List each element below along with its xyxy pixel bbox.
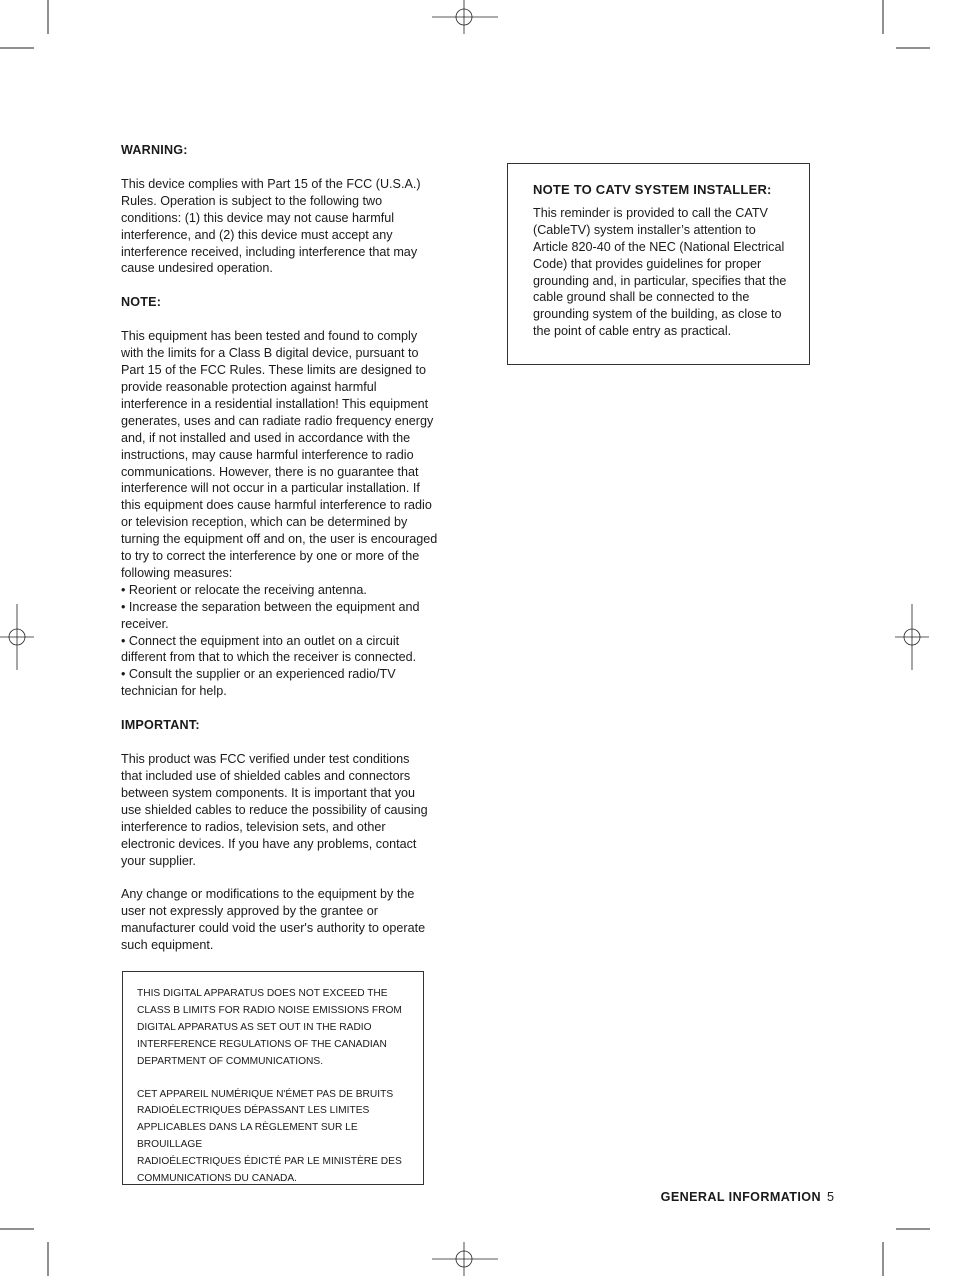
registration-mark-top [432,0,498,34]
measure-item: • Connect the equipment into an outlet on a circuit different from that to which the receiver is connected. [121,633,417,665]
page-number: 5 [826,1190,834,1204]
important-text: This product was FCC verified under test conditions that included use of shielded cables and connectors between system components. It is important that you use shielded cables to reduce the possibility of causing interference to radios, television sets, and other electronic devices. If you have any problems, contact your supplier. [121,752,428,868]
important-heading: IMPORTANT: [121,718,200,733]
registration-mark-left [0,604,34,670]
measure-item: • Consult the supplier or an experienced radio/TV technician for help. [121,667,396,699]
canada-french-notice: CET APPAREIL NUMÉRIQUE N'ÉMET PAS DE BRUITS RADIOÉLECTRIQUES DÉPASSANT LES LIMITES APPLICABLES DANS LA RÈGLEMENT SUR LE BROUILLAGE RADIOÉLECTRIQUES ÉDICTÉ PAR LE MINISTÈRE DES COMMUNICATIONS DU CANADA. [137,1088,402,1185]
warning-heading: WARNING: [121,143,188,157]
catv-note-title: NOTE TO CATV SYSTEM INSTALLER: [533,182,772,197]
fcc-column [121,142,461,971]
note-text: This equipment has been tested and found to comply with the limits for a Class B digital device, pursuant to Part 15 of the FCC Rules. These limits are designed to provide reasonable protection against harmful interference in a residential installation! This equipment generates, uses and can radiate radio frequency energy and, if not installed and used in accordance with the instructions, may cause harmful interference to radio communications. However, there is no guarantee that interference will not occur in a particular installation. If this equipment does cause harmful interference to radio or television reception, which can be determined by turning the equipment off and on, the user is encouraged to try to correct the interference by one or more of the following measures: [121,329,438,580]
registration-mark-bottom [432,1242,498,1276]
page-footer [661,1190,834,1204]
note-heading: NOTE: [121,295,162,310]
registration-mark-right [895,604,929,670]
canada-compliance-box [122,971,424,1185]
measure-item: • Increase the separation between the equipment and receiver. [121,599,420,631]
catv-note-box [507,163,810,365]
modifications-text: Any change or modifications to the equipment by the user not expressly approved by the grantee or manufacturer could void the user's authority to operate such equipment. [121,887,426,953]
section-title: GENERAL INFORMATION [660,1190,821,1204]
warning-text: This device complies with Part 15 of the FCC (U.S.A.) Rules. Operation is subject to the following two conditions: (1) this device may not cause harmful interference, and (2) this device must accept any interference received, including interference that may cause undesired operation. [121,176,421,276]
note-section [121,328,461,700]
canada-english-notice: THIS DIGITAL APPARATUS DOES NOT EXCEED THE CLASS B LIMITS FOR RADIO NOISE EMISSIONS FROM DIGITAL APPARATUS AS SET OUT IN THE RADIO INTERFERENCE REGULATIONS OF THE CANADIAN DEPARTMENT OF COMMUNICATIONS. [137,988,402,1067]
catv-note-text: This reminder is provided to call the CATV (CableTV) system installer’s attention to Article 820-40 of the NEC (National Electrical Code) that provides guidelines for proper grounding and, in particular, specifies that the cable ground shall be connected to the grounding system of the building, as close to the point of cable entry as practical. [533,205,787,339]
measure-item: • Reorient or relocate the receiving antenna. [121,582,367,597]
